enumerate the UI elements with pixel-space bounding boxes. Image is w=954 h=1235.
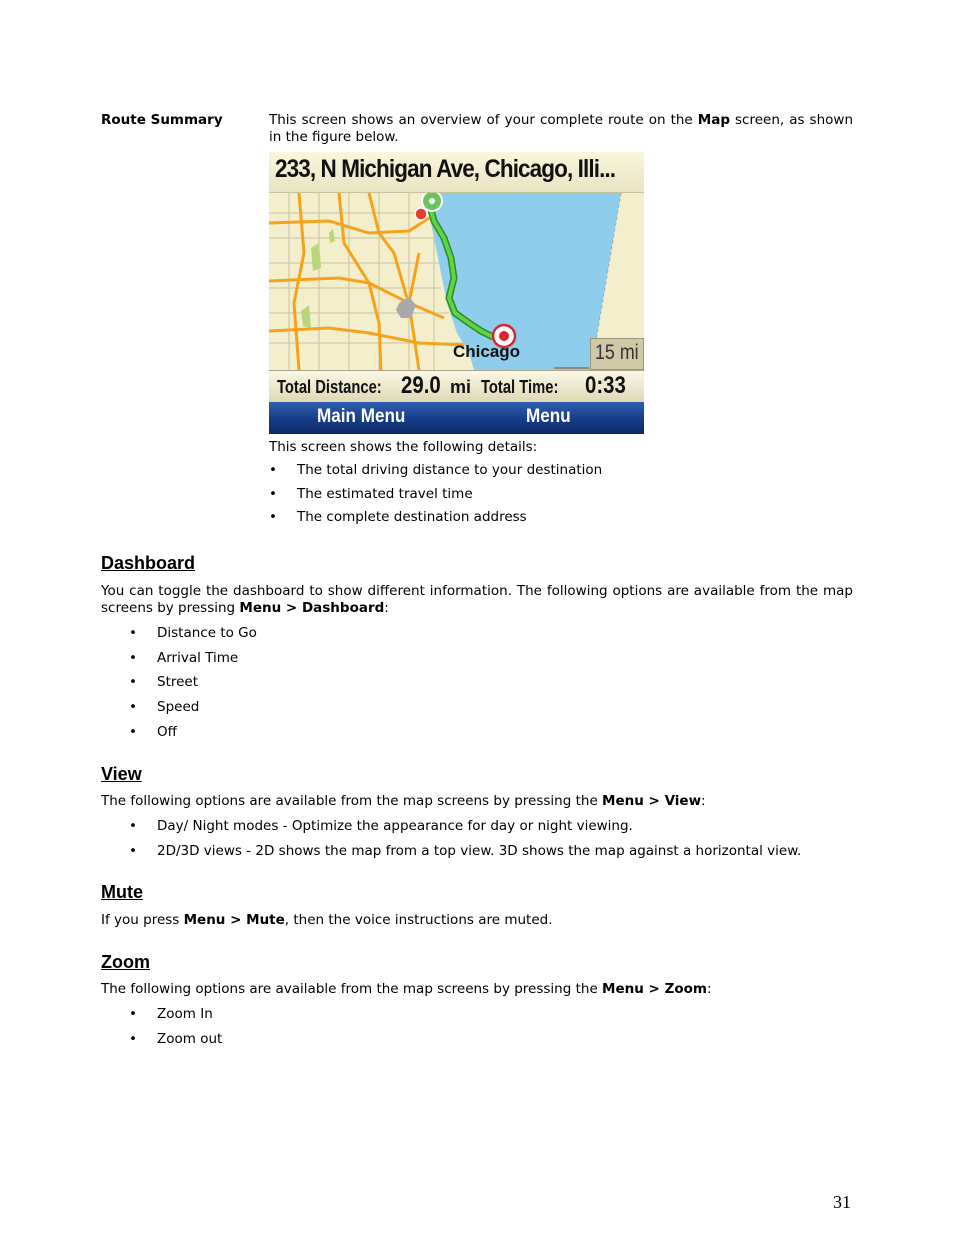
mute-text: If you press Menu > Mute, then the voice instructions are muted. [101, 912, 553, 928]
mute-heading: Mute [101, 882, 143, 902]
dashboard-intro: You can toggle the dashboard to show different information. The following options are available from the map screens by pressing Menu > Dashboard: [101, 583, 853, 616]
route-totals-bar [269, 370, 644, 403]
dashboard-heading: Dashboard [101, 553, 196, 573]
zoom-heading: Zoom [101, 952, 150, 972]
route-summary-label: Route Summary [101, 112, 223, 128]
details-intro: This screen shows the following details: [269, 439, 538, 455]
current-position-marker [415, 208, 427, 220]
route-summary-screenshot [269, 152, 644, 434]
destination-title-bar [269, 152, 644, 194]
route-map [269, 193, 644, 370]
total-time-value: 0:33 [585, 372, 626, 399]
page-number: 31 [833, 1192, 851, 1212]
total-distance-unit: mi [450, 377, 472, 397]
total-time-label: Total Time: [481, 377, 559, 397]
softkey-menu[interactable]: Menu [526, 406, 571, 427]
softkey-main-menu[interactable]: Main Menu [317, 406, 406, 427]
view-heading: View [101, 764, 142, 784]
total-distance-value: 29.0 [401, 372, 441, 399]
route-summary-intro: This screen shows an overview of your complete route on the Map screen, as shown in the figure below. [269, 112, 854, 145]
softkey-bar [269, 402, 644, 434]
map-scale: 15 mi [590, 338, 644, 370]
zoom-intro: The following options are available from the map screens by pressing the Menu > Zoom: [101, 981, 712, 997]
total-distance-label: Total Distance: [277, 377, 382, 397]
view-intro: The following options are available from the map screens by pressing the Menu > View: [101, 793, 706, 809]
destination-address: 233, N Michigan Ave, Chicago, Illi... [275, 155, 616, 183]
city-label: Chicago [453, 342, 521, 361]
